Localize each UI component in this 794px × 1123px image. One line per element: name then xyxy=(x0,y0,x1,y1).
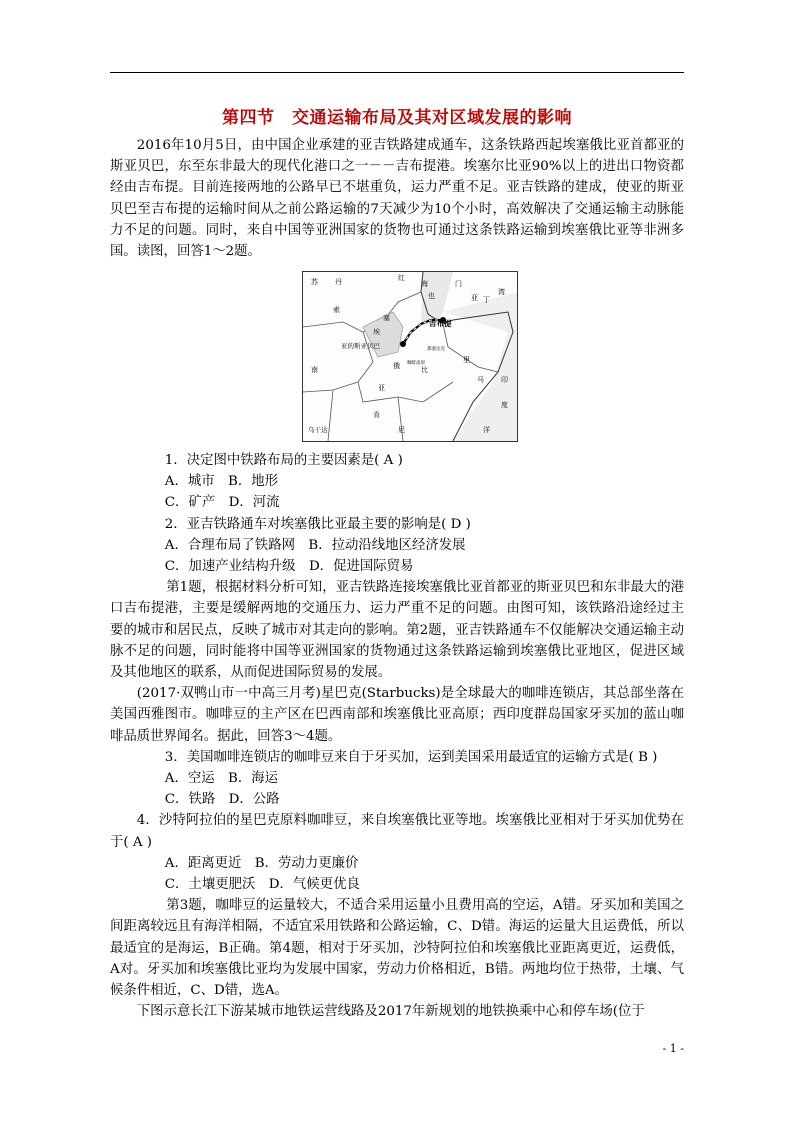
label-ye: 也 xyxy=(428,292,435,300)
label-li: 里 xyxy=(463,356,470,364)
label-du: 度 xyxy=(501,401,508,409)
addis-ababa-point xyxy=(400,341,406,347)
label-small-place: 那塞达克 xyxy=(427,347,445,352)
label-coffee-plateau: 咖啡高原 xyxy=(407,361,425,366)
q4-options-cd: C．土壤更肥沃 D．气候更优良 xyxy=(164,877,360,893)
label-hong: 红 xyxy=(398,274,405,282)
q3-stem: 3．美国咖啡连锁店的咖啡豆来自于牙买加，运到美国采用最适宜的运输方式是( B ) xyxy=(164,749,658,765)
label-su: 苏 xyxy=(311,278,318,286)
section-title: 第四节 交通运输布局及其对区域发展的影响 xyxy=(222,108,572,128)
label-wan: 湾 xyxy=(498,288,505,296)
label-ai: 埃 xyxy=(373,328,380,336)
q4-options-ab: A．距离更近 B．劳动力更廉价 xyxy=(164,855,359,871)
label-nan: 南 xyxy=(311,366,318,374)
label-addis-ababa: 亚的斯亚贝巴 xyxy=(341,342,380,350)
q1-stem: 1．决定图中铁路布局的主要因素是( A ) xyxy=(164,453,403,468)
questions-1-2 xyxy=(110,450,684,1022)
ethiopia-railway-map xyxy=(302,271,518,442)
label-djibouti: 吉布提 xyxy=(429,319,452,328)
q4-stem: 4．沙特阿拉伯的星巴克原料咖啡豆，来自埃塞俄比亚等地。埃塞俄比亚相对于牙买加优势在于( A ) xyxy=(110,813,684,850)
label-ding: 丁 xyxy=(483,296,490,304)
analysis-1-2: 第1题，根据材料分析可知，亚吉铁路连接埃塞俄比亚首都亚的斯亚贝巴和东非最大的港口吉布提港，主要是缓解两地的交通压力、运力严重不足的问题。由图可知，该铁路沿途经过主要的城市和居民点，反映了城市对其走向的影响。第2题，亚吉铁路通车不仅能解决交通运输主动脉不足的问题，同时能将中国等亚洲国家的货物通过这条铁路运输到埃塞俄比亚地区，促进区域及其他地区的联系，从而促进国际贸易的发展。 xyxy=(110,580,684,681)
label-ya: 亚 xyxy=(378,384,385,392)
label-yin: 印 xyxy=(501,376,508,384)
label-yang: 洋 xyxy=(483,426,490,434)
q3-options-cd: C．铁路 D．公路 xyxy=(164,792,280,808)
intro-3-4: (2017·双鸭山市一中高三月考)星巴克(Starbucks)是全球最大的咖啡连锁店，其总部坐落在美国西雅图市。咖啡豆的主产区在巴西南部和埃塞俄比亚高原；西印度群岛国家牙买加的蓝山咖啡品质世界闻名。据此，回答3～4题。 xyxy=(110,686,684,744)
label-e: 俄 xyxy=(393,362,400,370)
q1-options-ab: A．城市 B．地形 xyxy=(164,474,279,490)
label-dan: 丹 xyxy=(335,278,342,286)
q3-options-ab: A．空运 B．海运 xyxy=(164,771,279,787)
q1-options-cd: C．矿产 D．河流 xyxy=(164,495,280,511)
q2-options-cd: C．加速产业结构升级 D．促进国际贸易 xyxy=(164,559,414,575)
q2-stem: 2．亚吉铁路通车对埃塞俄比亚最主要的影响是( D ) xyxy=(164,516,471,532)
label-bi: 比 xyxy=(421,366,428,374)
label-ni: 尼 xyxy=(398,426,405,434)
label-sai: 塞 xyxy=(383,314,390,322)
intro-next: 下图示意长江下游某城市地铁运营线路及2017年新规划的地铁换乘中心和停车场(位于 xyxy=(136,1004,645,1020)
label-ya-gulf: 亚 xyxy=(471,294,478,302)
label-ken: 肯 xyxy=(373,411,380,419)
intro-paragraph: 2016年10月5日，由中国企业承建的亚吉铁路建成通车，这条铁路西起埃塞俄比亚首都亚的斯亚贝巴，东至东非最大的现代化港口之一－－吉布提港。埃塞尔比亚90%以上的进出口物资都经由吉布提。目前连接两地的公路早已不堪重负，运力严重不足。亚吉铁路的建成，使亚的斯亚贝巴至吉布提的运输时间从之前公路运输的7天减少为10个小时，高效解决了交通运输主动脉能力不足的问题。同时，来自中国等亚洲国家的货物也可通过这条铁路运输到埃塞俄比亚等非洲多国。读图，回答1～2题。 xyxy=(110,138,684,260)
map-figure xyxy=(303,272,517,441)
label-uganda: 乌干达 xyxy=(308,426,328,434)
header-rule xyxy=(110,72,684,73)
q2-options-ab: A．合理布局了铁路网 B．拉动沿线地区经济发展 xyxy=(164,537,466,553)
analysis-3-4: 第3题，咖啡豆的运量较大，不适合采用运量小且费用高的空运，A错。牙买加和美国之间距离较远且有海洋相隔，不适宜采用铁路和公路运输，C、D错。海运的运量大且运费低，所以最适宜的是海运，B正确。第4题，相对于牙买加，沙特阿拉伯和埃塞俄比亚距离更近，运费低，A对。牙买加和埃塞俄比亚均为发展中国家，劳动力价格相近，B错。两地均位于热带，土壤、气候条件相近，C、D错，选A。 xyxy=(110,898,684,999)
label-ma: 马 xyxy=(477,376,484,384)
page-number: - 1 - xyxy=(662,1042,684,1055)
label-hai: 海 xyxy=(421,280,428,288)
intro-paragraph-block xyxy=(110,135,684,262)
label-suo: 索 xyxy=(333,306,340,314)
label-men: 门 xyxy=(455,280,462,288)
